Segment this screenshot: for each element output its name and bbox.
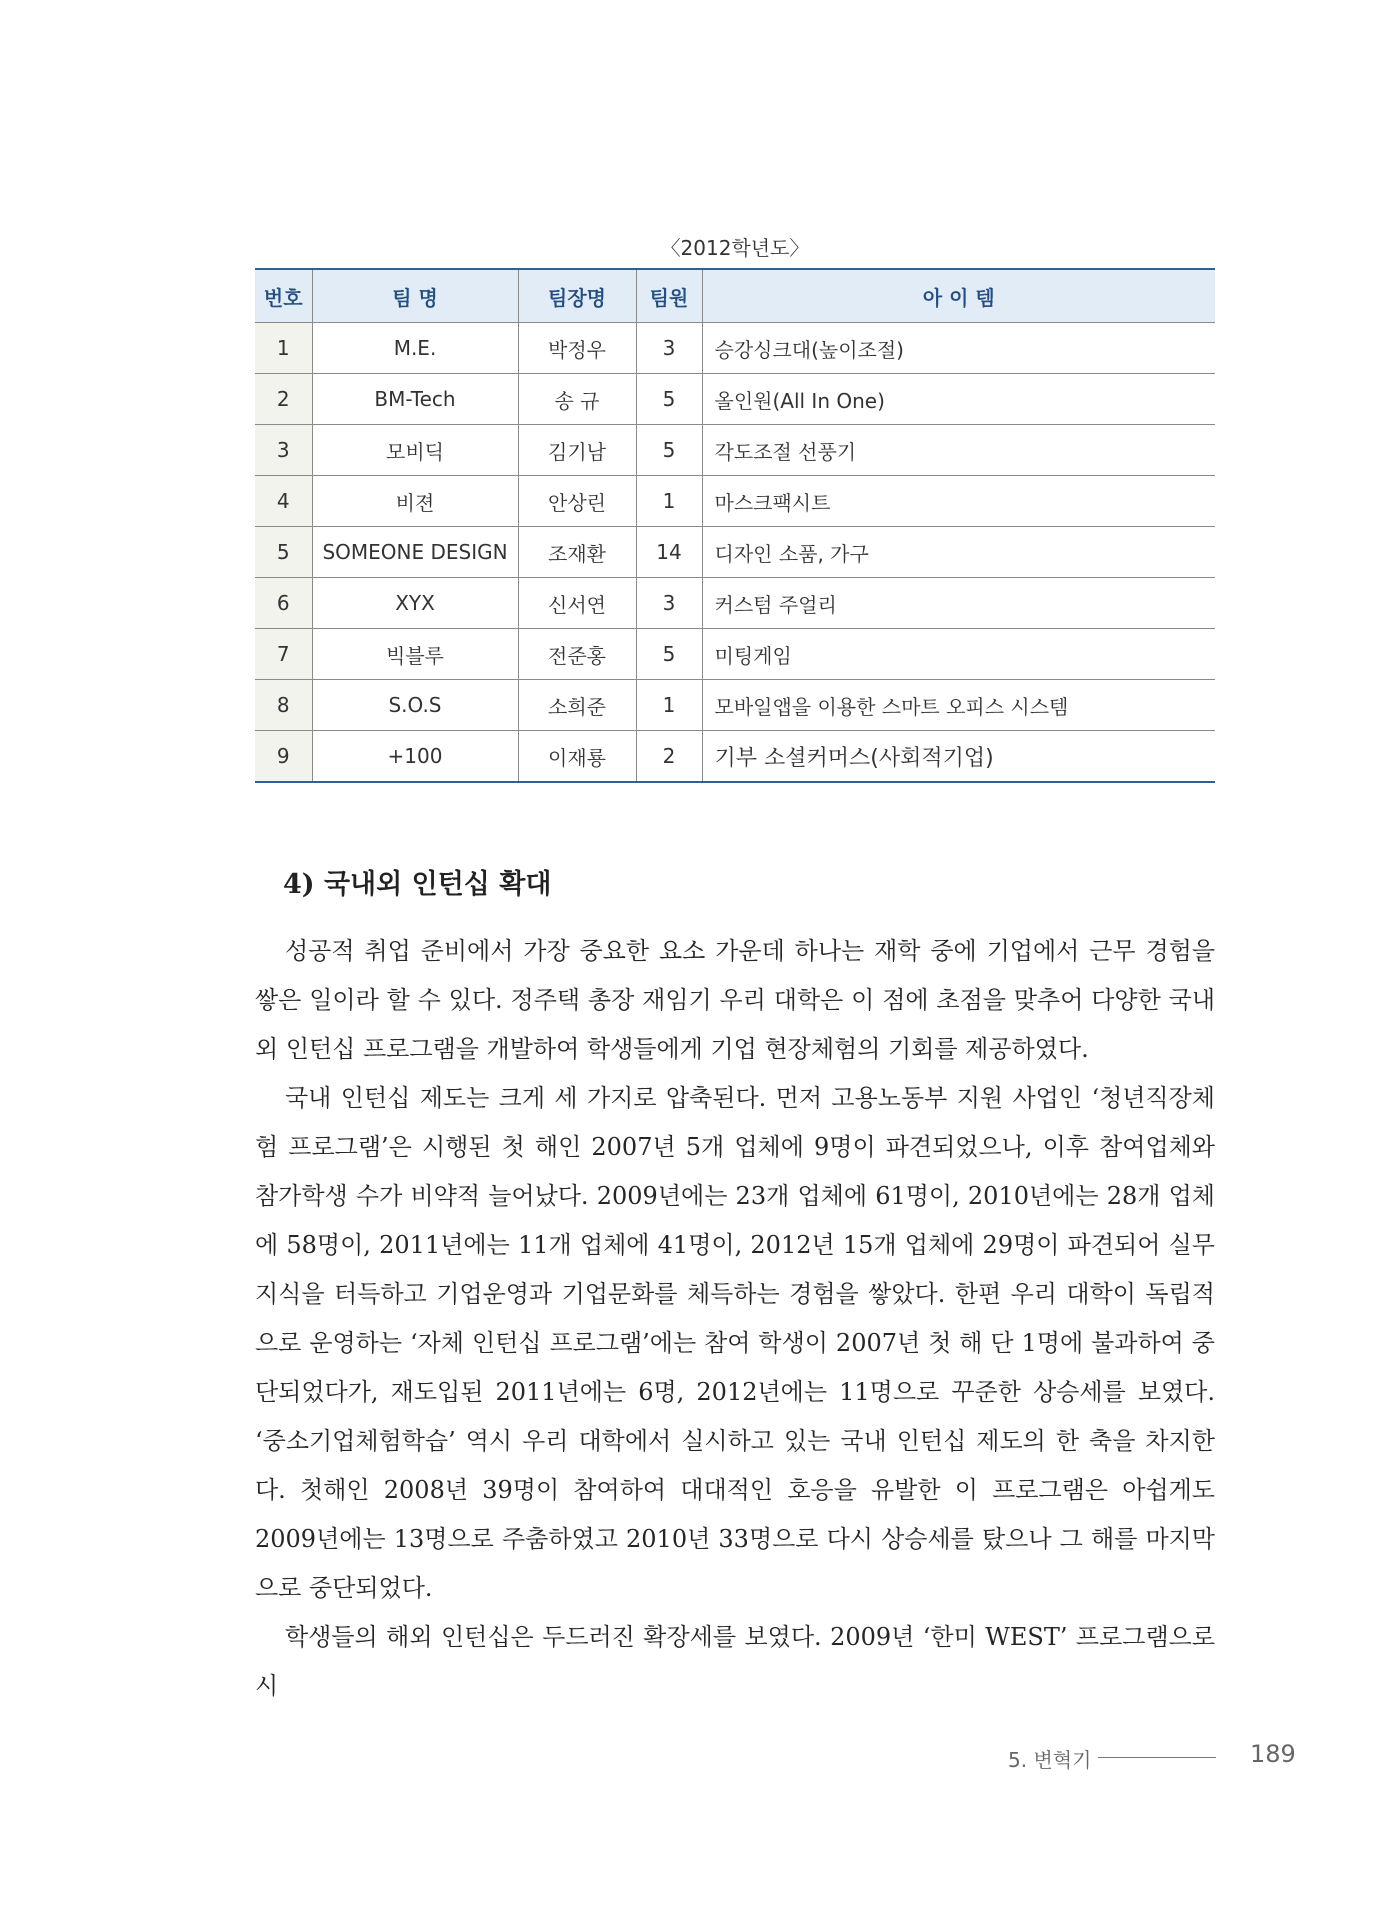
paragraph: 학생들의 해외 인턴십은 두드러진 확장세를 보였다. 2009년 ‘한미 WEST’ 프로그램으로 시: [255, 1623, 1215, 1700]
team-item: 마스크팩시트: [702, 476, 1215, 527]
table-row: [255, 527, 1215, 578]
member-count: 3: [636, 578, 702, 629]
table-header-row: [255, 269, 1215, 323]
team-name: 비젼: [312, 476, 518, 527]
table-row: [255, 731, 1215, 783]
team-leader: 김기남: [518, 425, 636, 476]
team-leader: 이재룡: [518, 731, 636, 783]
team-leader: 조재환: [518, 527, 636, 578]
row-number: 3: [255, 425, 312, 476]
member-count: 1: [636, 476, 702, 527]
table-row: [255, 578, 1215, 629]
table-row: [255, 374, 1215, 425]
team-item: 각도조절 선풍기: [702, 425, 1215, 476]
table-row: [255, 680, 1215, 731]
member-count: 5: [636, 374, 702, 425]
team-name: S.O.S: [312, 680, 518, 731]
header-item: 아 이 템: [702, 269, 1215, 323]
team-leader: 박정우: [518, 323, 636, 374]
team-leader: 안상린: [518, 476, 636, 527]
header-members: 팀원: [636, 269, 702, 323]
team-item: 기부 소셜커머스(사회적기업): [714, 745, 994, 771]
team-name: BM-Tech: [312, 374, 518, 425]
team-item: 올인원(All In One): [702, 374, 1215, 425]
team-leader: 소희준: [518, 680, 636, 731]
team-name: 빅블루: [312, 629, 518, 680]
page-number: 189: [1250, 1740, 1296, 1768]
team-item: 디자인 소품, 가구: [702, 527, 1215, 578]
table-row: [255, 629, 1215, 680]
team-table: [255, 268, 1215, 783]
table-caption: 〈2012학년도〉: [660, 236, 810, 260]
row-number: 8: [255, 680, 312, 731]
table-row: [255, 323, 1215, 374]
row-number: 2: [255, 374, 312, 425]
team-name: SOMEONE DESIGN: [312, 527, 518, 578]
team-leader: 신서연: [518, 578, 636, 629]
team-item: 승강싱크대(높이조절): [702, 323, 1215, 374]
row-number: 7: [255, 629, 312, 680]
section-heading: 4) 국내외 인턴십 확대: [283, 869, 552, 900]
team-name: 모비딕: [312, 425, 518, 476]
row-number: 4: [255, 476, 312, 527]
team-name: XYX: [312, 578, 518, 629]
table-row: [255, 425, 1215, 476]
team-name: +100: [312, 731, 518, 783]
member-count: 1: [636, 680, 702, 731]
row-number: 9: [255, 731, 312, 783]
member-count: 5: [636, 425, 702, 476]
paragraph: 국내 인턴십 제도는 크게 세 가지로 압축된다. 먼저 고용노동부 지원 사업인 ‘청년직장체험 프로그램’은 시행된 첫 해인 2007년 5개 업체에 9명이 파견되었으나, 이후 참여업체와 참가학생 수가 비약적 늘어났다. 2009년에는 23개 업체에 61명이, 2010년에는 28개 업체에 58명이, 2011년에는 11개 업체에 41명이, 2012년 15개 업체에 29명이 파견되어 실무지식을 터득하고 기업운영과 기업문화를 체득하는 경험을 쌓았다. 한편 우리 대학이 독립적으로 운영하는 ‘자체 인턴십 프로그램’에는 참여 학생이 2007년 첫 해 단 1명에 불과하여 중단되었다가, 재도입된 2011년에는 6명, 2012년에는 11명으로 꾸준한 상승세를 보였다. ‘중소기업체험학습’ 역시 우리 대학에서 실시하고 있는 국내 인턴십 제도의 한 축을 차지한다. 첫해인 2008년 39명이 참여하여 대대적인 호응을 유발한 이 프로그램은 아쉽게도 2009년에는 13명으로 주춤하였고 2010년 33명으로 다시 상승세를 탔으나 그 해를 마지막으로 중단되었다.: [255, 1084, 1215, 1602]
row-number: 5: [255, 527, 312, 578]
team-leader: 송 규: [518, 374, 636, 425]
team-item: 미팅게임: [702, 629, 1215, 680]
body-text: [255, 927, 1215, 1711]
table-row: [255, 476, 1215, 527]
team-item: 모바일앱을 이용한 스마트 오피스 시스템: [702, 680, 1215, 731]
header-leader: 팀장명: [518, 269, 636, 323]
member-count: 5: [636, 629, 702, 680]
member-count: 14: [636, 527, 702, 578]
header-number: 번호: [255, 269, 312, 323]
header-team-name: 팀 명: [312, 269, 518, 323]
member-count: 2: [636, 731, 702, 783]
row-number: 6: [255, 578, 312, 629]
footer-rule: [1098, 1757, 1216, 1758]
team-item: 커스텀 주얼리: [702, 578, 1215, 629]
paragraph: 성공적 취업 준비에서 가장 중요한 요소 가운데 하나는 재학 중에 기업에서 근무 경험을 쌓은 일이라 할 수 있다. 정주택 총장 재임기 우리 대학은 이 점에 초점을 맞추어 다양한 국내외 인턴십 프로그램을 개발하여 학생들에게 기업 현장체험의 기회를 제공하였다.: [255, 937, 1215, 1063]
team-leader: 전준홍: [518, 629, 636, 680]
row-number: 1: [255, 323, 312, 374]
team-name: M.E.: [312, 323, 518, 374]
member-count: 3: [636, 323, 702, 374]
footer-chapter-title: 5. 변혁기: [1008, 1748, 1092, 1772]
